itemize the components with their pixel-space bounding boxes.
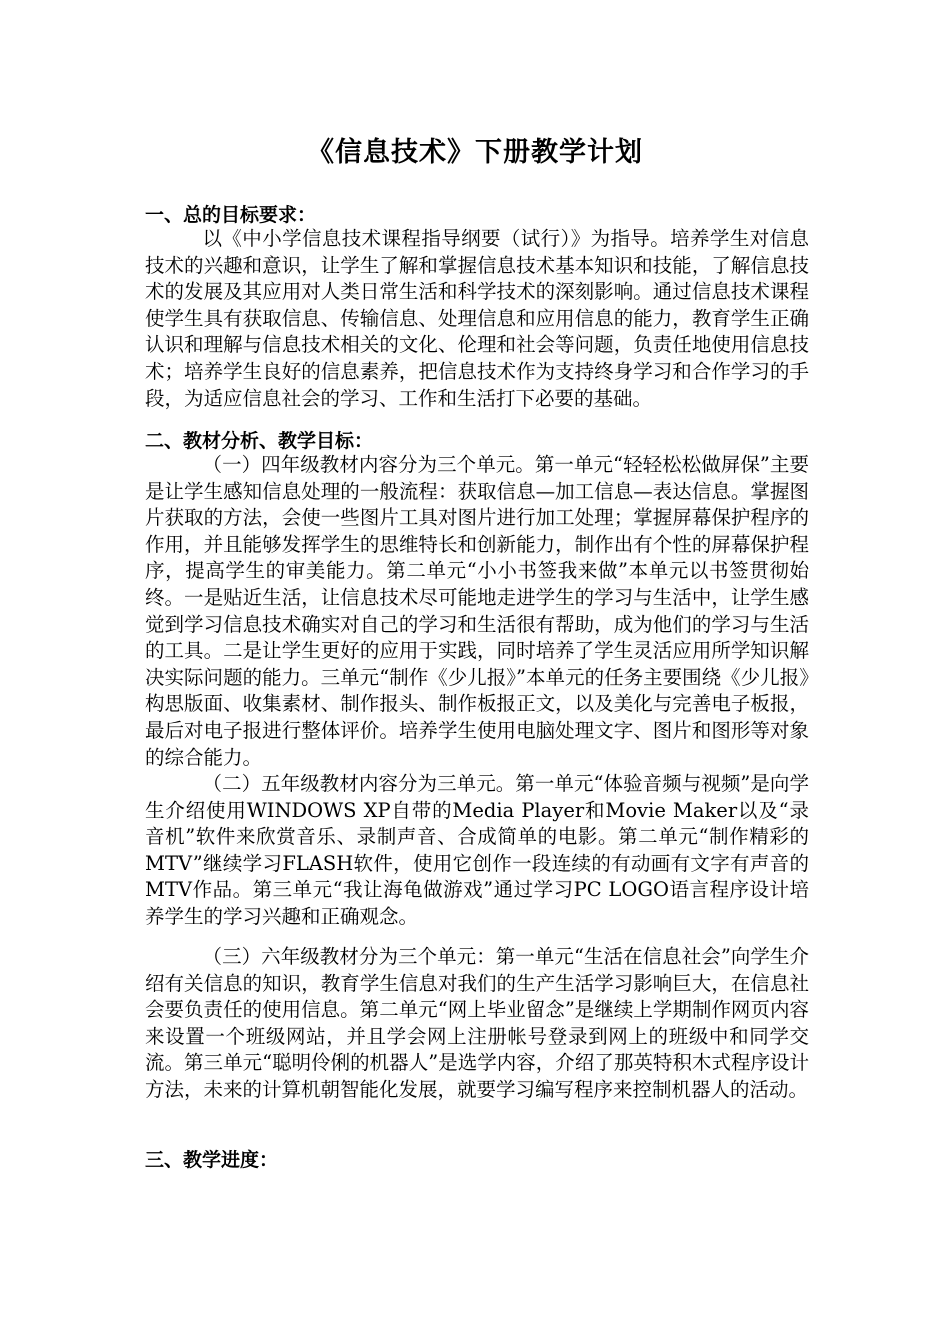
document-title: 《信息技术》下册教学计划 <box>307 137 643 168</box>
paragraph-grade-six: （三）六年级教材分为三个单元：第一单元“生活在信息社会”向学生介绍有关信息的知识，教育学生信息对我们的生产生活学习影响巨大，在信息社会要负责任的使用信息。第二单元“网上毕业留念”是继续上学期制作网页内容来设置一个班级网站，并且学会网上注册帐号登录到网上的班级中和同学交流。第三单元“聪明伶俐的机器人”是选学内容，介绍了那英特积木式程序设计方法，未来的计算机朝智能化发展，就要学习编写程序来控制机器人的活动。 <box>145 945 809 1101</box>
paragraph-grade-five: （二）五年级教材内容分为三单元。第一单元“体验音频与视频”是向学生介绍使用WINDOWS XP自带的Media Player和Movie Maker以及“录音机”软件来欣赏音乐、录制声音、合成简单的电影。第二单元“制作精彩的MTV”继续学习FLASH软件，使用它创作一段连续的有动画有文字有声音的MTV作品。第三单元“我让海龟做游戏”通过学习PC LOGO语言程序设计培养学生的学习兴趣和正确观念。 <box>145 772 809 928</box>
section-heading-analysis: 二、教材分析、教学目标： <box>145 430 374 452</box>
section-heading-schedule: 三、教学进度： <box>145 1149 279 1171</box>
paragraph-goals: 以《中小学信息技术课程指导纲要（试行）》为指导。培养学生对信息技术的兴趣和意识，让学生了解和掌握信息技术基本知识和技能，了解信息技术的发展及其应用对人类日常生活和科学技术的深刻影响。通过信息技术课程使学生具有获取信息、传输信息、处理信息和应用信息的能力，教育学生正确认识和理解与信息技术相关的文化、伦理和社会等问题，负责任地使用信息技术；培养学生良好的信息素养，把信息技术作为支持终身学习和合作学习的手段，为适应信息社会的学习、工作和生活打下必要的基础。 <box>145 227 809 410</box>
section-heading-goals: 一、总的目标要求： <box>145 204 317 226</box>
paragraph-grade-four: （一）四年级教材内容分为三个单元。第一单元“轻轻松松做屏保”主要是让学生感知信息处理的一般流程：获取信息—加工信息—表达信息。掌握图片获取的方法，会使一些图片工具对图片进行加工处理；掌握屏幕保护程序的作用，并且能够发挥学生的思维特长和创新能力，制作出有个性的屏幕保护程序，提高学生的审美能力。第二单元“小小书签我来做”本单元以书签贯彻始终。一是贴近生活，让信息技术尽可能地走进学生的学习与生活中，让学生感觉到学习信息技术确实对自己的学习和生活很有帮助，成为他们的学习与生活的工具。二是让学生更好的应用于实践，同时培养了学生灵活应用所学知识解决实际问题的能力。三单元“制作《少儿报》”本单元的任务主要围绕《少儿报》构思版面、收集素材、制作报头、制作板报正文，以及美化与完善电子板报，最后对电子报进行整体评价。培养学生使用电脑处理文字、图片和图形等对象的综合能力。 <box>145 453 809 769</box>
